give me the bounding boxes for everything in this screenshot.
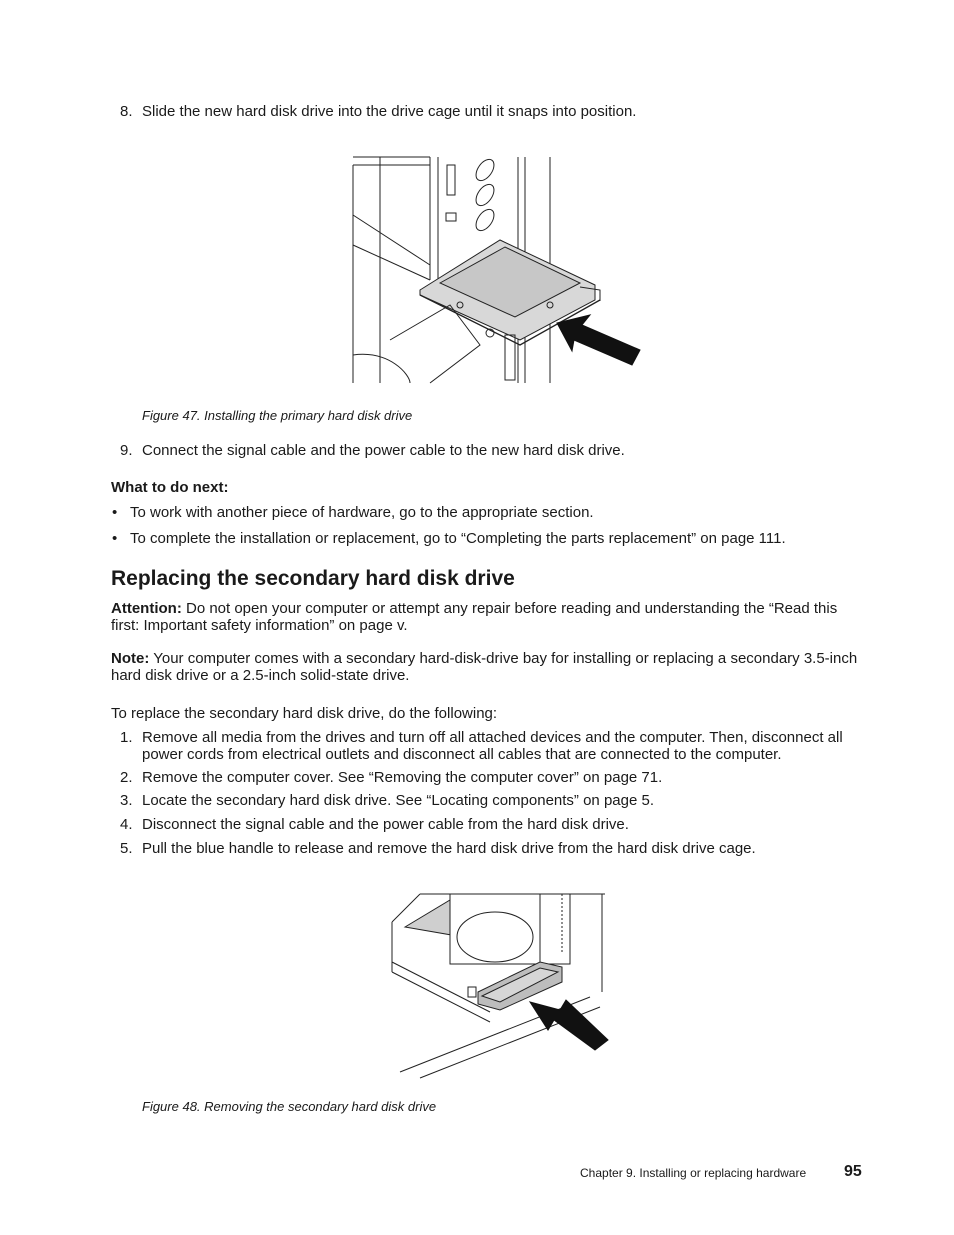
step-number: 8. (120, 103, 133, 120)
figure-47-caption: Figure 47. Installing the primary hard disk drive (142, 408, 413, 423)
step-number: 2. (120, 769, 133, 786)
step-text: Connect the signal cable and the power cable to the new hard disk drive. (142, 442, 625, 459)
step-text: Disconnect the signal cable and the power cable from the hard disk drive. (142, 816, 629, 833)
attention-paragraph (111, 600, 863, 634)
bullet-dot: • (112, 504, 118, 521)
page-number: 95 (844, 1163, 862, 1180)
step-number: 1. (120, 729, 133, 746)
procedure-intro: To replace the secondary hard disk drive, do the following: (111, 705, 498, 722)
step-text: Locate the secondary hard disk drive. See “Locating components” on page 5. (142, 792, 654, 809)
what-to-do-next-heading: What to do next: (111, 479, 229, 496)
note-label: Note: (111, 650, 150, 667)
note-paragraph (111, 650, 863, 684)
step-text: Remove the computer cover. See “Removing the computer cover” on page 71. (142, 769, 663, 786)
step-text: Pull the blue handle to release and remove the hard disk drive from the hard disk drive cage. (142, 840, 756, 857)
attention-text: Do not open your computer or attempt any repair before reading and understanding the “Read this first: Important safety information” on page v. (111, 600, 838, 634)
figure-48-caption: Figure 48. Removing the secondary hard disk drive (142, 1099, 437, 1114)
bullet-dot: • (112, 530, 118, 547)
footer-chapter: Chapter 9. Installing or replacing hardware (580, 1166, 807, 1180)
note-text: Your computer comes with a secondary hard-disk-drive bay for installing or replacing a secondary 3.5-inch hard disk drive or a 2.5-inch solid-state drive. (111, 650, 858, 684)
figure-48-illustration (390, 892, 615, 1080)
bullet-text: To complete the installation or replacement, go to “Completing the parts replacement” on page 111. (130, 530, 786, 547)
attention-label: Attention: (111, 600, 182, 617)
step-number: 3. (120, 792, 133, 809)
section-heading: Replacing the secondary hard disk drive (111, 567, 515, 590)
step-number: 4. (120, 816, 133, 833)
bullet-text: To work with another piece of hardware, go to the appropriate section. (130, 504, 594, 521)
step-text: Remove all media from the drives and turn off all attached devices and the computer. Then, disconnect all power cords from electrical outlets and disconnect all cables that are connected to the computer. (142, 729, 843, 763)
figure-47-illustration (350, 155, 645, 385)
step-number: 9. (120, 442, 133, 459)
step-text: Slide the new hard disk drive into the drive cage until it snaps into position. (142, 103, 637, 120)
step-number: 5. (120, 840, 133, 857)
